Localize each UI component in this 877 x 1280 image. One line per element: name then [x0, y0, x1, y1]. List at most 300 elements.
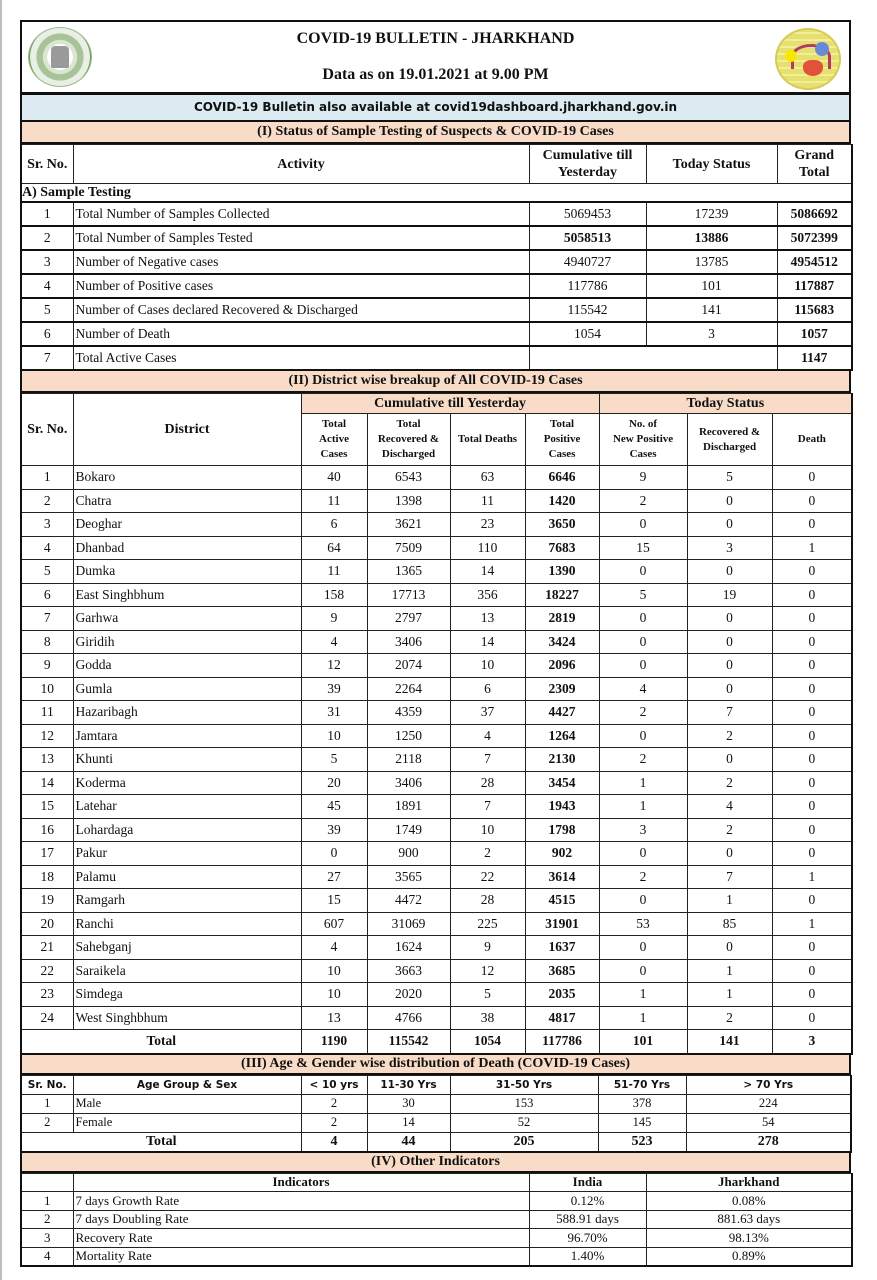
sr-no: 1: [21, 1192, 73, 1211]
total-recovered: 3565: [367, 865, 450, 889]
new-positive: 53: [599, 912, 687, 936]
total-label: Total: [21, 1132, 301, 1152]
age-group: Male: [73, 1094, 301, 1113]
today-recovered: 3: [687, 536, 772, 560]
total-deaths: 7: [450, 795, 525, 819]
total-deaths: 4: [450, 724, 525, 748]
activity: Total Number of Samples Tested: [73, 226, 529, 250]
total-recovered: 3621: [367, 513, 450, 537]
cumulative-value: 115542: [529, 298, 646, 322]
total-label: Total: [21, 1030, 301, 1054]
district-name: Dhanbad: [73, 536, 301, 560]
section1-title: (I) Status of Sample Testing of Suspects & COVID-19 Cases: [20, 122, 851, 144]
total-positive: 1943: [525, 795, 599, 819]
group-today: Today Status: [599, 394, 852, 414]
col-51-70: 51-70 Yrs: [598, 1075, 686, 1094]
age-51-70: 378: [598, 1094, 686, 1113]
district-row: [21, 865, 852, 889]
total-recovered: 1398: [367, 489, 450, 513]
new-positive: 3: [599, 818, 687, 842]
district-row: [21, 489, 852, 513]
total-deaths: 28: [450, 771, 525, 795]
today-death: 0: [772, 936, 852, 960]
total-deaths: 6: [450, 677, 525, 701]
age-51-70: 145: [598, 1113, 686, 1132]
total-active: 4: [301, 936, 367, 960]
today-value: 3: [646, 322, 777, 346]
total-recovered: 2797: [367, 607, 450, 631]
testing-row: [21, 346, 852, 370]
district-name: Giridih: [73, 630, 301, 654]
sample-testing-table: [20, 144, 853, 371]
today-recovered: 1: [687, 889, 772, 913]
total-deaths: 63: [450, 466, 525, 490]
today-death: 0: [772, 818, 852, 842]
district-name: Lohardaga: [73, 818, 301, 842]
jharkhand-value: 881.63 days: [646, 1210, 852, 1229]
cumulative-value: 5058513: [529, 226, 646, 250]
today-death: 0: [772, 701, 852, 725]
total-deaths: 356: [450, 583, 525, 607]
total-deaths: 38: [450, 1006, 525, 1030]
today-death: 0: [772, 466, 852, 490]
total-positive: 2096: [525, 654, 599, 678]
total-positive: 1390: [525, 560, 599, 584]
district-name: Chatra: [73, 489, 301, 513]
total-deaths: 11: [450, 489, 525, 513]
sr-no: 3: [21, 1229, 73, 1248]
total-recovered: 1749: [367, 818, 450, 842]
grand-total-value: 117887: [777, 274, 852, 298]
total-31-50: 205: [450, 1132, 598, 1152]
new-positive: 2: [599, 489, 687, 513]
district-row: [21, 936, 852, 960]
indicator-name: 7 days Growth Rate: [73, 1192, 529, 1211]
activity: Number of Death: [73, 322, 529, 346]
indicators-header: [21, 1173, 852, 1192]
total-active: 607: [301, 912, 367, 936]
grand-total-value: 5072399: [777, 226, 852, 250]
age-header: [21, 1075, 851, 1094]
total-active: 12: [301, 654, 367, 678]
cumulative-value: [529, 346, 777, 370]
over-70: 54: [686, 1113, 851, 1132]
total-active: 0: [301, 842, 367, 866]
jharkhand-value: 0.89%: [646, 1247, 852, 1266]
district-name: Pakur: [73, 842, 301, 866]
grand-total-value: 1057: [777, 322, 852, 346]
col-over-70: > 70 Yrs: [686, 1075, 851, 1094]
district-row: [21, 701, 852, 725]
sr-no: 12: [21, 724, 73, 748]
total-positive: 4817: [525, 1006, 599, 1030]
total-deaths: 13: [450, 607, 525, 631]
today-recovered: 7: [687, 701, 772, 725]
total-today-death: 3: [772, 1030, 852, 1054]
total-51-70: 523: [598, 1132, 686, 1152]
col-activity: Activity: [73, 145, 529, 184]
today-value: 141: [646, 298, 777, 322]
sr-no: 7: [21, 346, 73, 370]
district-row: [21, 771, 852, 795]
indicator-name: 7 days Doubling Rate: [73, 1210, 529, 1229]
grand-total-value: 5086692: [777, 202, 852, 226]
today-recovered: 1: [687, 983, 772, 1007]
sr-no: 23: [21, 983, 73, 1007]
today-recovered: 7: [687, 865, 772, 889]
total-positive: 2819: [525, 607, 599, 631]
today-death: 1: [772, 536, 852, 560]
total-positive: 1264: [525, 724, 599, 748]
sr-no: 16: [21, 818, 73, 842]
total-recovered: 2020: [367, 983, 450, 1007]
total-deaths: 37: [450, 701, 525, 725]
district-table: [20, 393, 853, 1055]
total-recovered: 4766: [367, 1006, 450, 1030]
total-active: 11: [301, 489, 367, 513]
today-recovered: 4: [687, 795, 772, 819]
col-sr-no: [21, 1173, 73, 1192]
total-recovered: 115542: [367, 1030, 450, 1054]
district-name: Saraikela: [73, 959, 301, 983]
col-india: India: [529, 1173, 646, 1192]
today-value: 13886: [646, 226, 777, 250]
sr-no: 2: [21, 1210, 73, 1229]
district-row: [21, 536, 852, 560]
total-recovered: 31069: [367, 912, 450, 936]
page-edge: [0, 0, 2, 1280]
district-row: [21, 677, 852, 701]
today-value: 101: [646, 274, 777, 298]
total-deaths: 5: [450, 983, 525, 1007]
new-positive: 1: [599, 795, 687, 819]
activity: Number of Negative cases: [73, 250, 529, 274]
grand-total-value: 4954512: [777, 250, 852, 274]
col-total-active: Total Active Cases: [301, 414, 367, 466]
new-positive: 2: [599, 865, 687, 889]
subhead-row: [21, 184, 852, 203]
new-positive: 0: [599, 724, 687, 748]
total-positive: 1637: [525, 936, 599, 960]
total-deaths: 2: [450, 842, 525, 866]
today-death: 0: [772, 1006, 852, 1030]
total-deaths: 225: [450, 912, 525, 936]
district-row: [21, 959, 852, 983]
district-name: Hazaribagh: [73, 701, 301, 725]
district-row: [21, 560, 852, 584]
col-sr-no: Sr. No.: [21, 394, 73, 466]
district-name: Bokaro: [73, 466, 301, 490]
today-recovered: 0: [687, 489, 772, 513]
today-death: 0: [772, 724, 852, 748]
sample-testing-subhead: A) Sample Testing: [21, 184, 852, 203]
testing-row: [21, 298, 852, 322]
total-recovered: 2264: [367, 677, 450, 701]
district-name: Khunti: [73, 748, 301, 772]
total-recovered: 3406: [367, 630, 450, 654]
district-name: Palamu: [73, 865, 301, 889]
total-positive: 2309: [525, 677, 599, 701]
new-positive: 15: [599, 536, 687, 560]
district-name: Garhwa: [73, 607, 301, 631]
age-11-30: 14: [367, 1113, 450, 1132]
col-total-recovered: Total Recovered & Discharged: [367, 414, 450, 466]
sr-no: 3: [21, 513, 73, 537]
sr-no: 22: [21, 959, 73, 983]
district-name: Koderma: [73, 771, 301, 795]
total-recovered: 3663: [367, 959, 450, 983]
total-deaths: 9: [450, 936, 525, 960]
sr-no: 17: [21, 842, 73, 866]
sr-no: 10: [21, 677, 73, 701]
district-name: Latehar: [73, 795, 301, 819]
today-value: 13785: [646, 250, 777, 274]
activity: Total Number of Samples Collected: [73, 202, 529, 226]
total-recovered: 900: [367, 842, 450, 866]
district-name: West Singhbhum: [73, 1006, 301, 1030]
today-recovered: 85: [687, 912, 772, 936]
today-death: 0: [772, 654, 852, 678]
total-deaths: 12: [450, 959, 525, 983]
testing-row: [21, 322, 852, 346]
sr-no: 6: [21, 583, 73, 607]
total-positive: 4427: [525, 701, 599, 725]
total-positive: 902: [525, 842, 599, 866]
today-death: 0: [772, 560, 852, 584]
sr-no: 20: [21, 912, 73, 936]
total-deaths: 110: [450, 536, 525, 560]
today-death: 0: [772, 889, 852, 913]
col-sr-no: Sr. No.: [21, 1075, 73, 1094]
col-31-50: 31-50 Yrs: [450, 1075, 598, 1094]
district-row: [21, 842, 852, 866]
sr-no: 15: [21, 795, 73, 819]
total-deaths: 14: [450, 630, 525, 654]
new-positive: 0: [599, 959, 687, 983]
new-positive: 0: [599, 889, 687, 913]
total-active: 27: [301, 865, 367, 889]
sr-no: 3: [21, 250, 73, 274]
today-death: 0: [772, 630, 852, 654]
indicator-name: Recovery Rate: [73, 1229, 529, 1248]
new-positive: 2: [599, 748, 687, 772]
today-recovered: 0: [687, 513, 772, 537]
grand-total-value: 115683: [777, 298, 852, 322]
new-positive: 0: [599, 842, 687, 866]
col-sr-no: Sr. No.: [21, 145, 73, 184]
total-positive: 2130: [525, 748, 599, 772]
testing-row: [21, 274, 852, 298]
district-row: [21, 795, 852, 819]
cumulative-value: 5069453: [529, 202, 646, 226]
district-name: Godda: [73, 654, 301, 678]
total-today-recovered: 141: [687, 1030, 772, 1054]
col-today: Today Status: [646, 145, 777, 184]
today-death: 0: [772, 583, 852, 607]
district-row: [21, 889, 852, 913]
age-total-row: [21, 1132, 851, 1152]
district-row: [21, 748, 852, 772]
india-value: 1.40%: [529, 1247, 646, 1266]
total-positive: 18227: [525, 583, 599, 607]
today-death: 0: [772, 795, 852, 819]
age-31-50: 153: [450, 1094, 598, 1113]
total-active: 31: [301, 701, 367, 725]
total-active: 158: [301, 583, 367, 607]
col-age-group: Age Group & Sex: [73, 1075, 301, 1094]
jharkhand-value: 98.13%: [646, 1229, 852, 1248]
indicator-name: Mortality Rate: [73, 1247, 529, 1266]
district-name: Jamtara: [73, 724, 301, 748]
total-positive: 117786: [525, 1030, 599, 1054]
sr-no: 14: [21, 771, 73, 795]
new-positive: 0: [599, 936, 687, 960]
today-death: 0: [772, 842, 852, 866]
age-gender-row: [21, 1094, 851, 1113]
sr-no: 5: [21, 298, 73, 322]
district-name: Gumla: [73, 677, 301, 701]
total-active: 45: [301, 795, 367, 819]
total-active: 39: [301, 818, 367, 842]
total-deaths: 23: [450, 513, 525, 537]
district-name: Deoghar: [73, 513, 301, 537]
under-10: 2: [301, 1113, 367, 1132]
district-row: [21, 818, 852, 842]
total-active: 10: [301, 983, 367, 1007]
today-recovered: 0: [687, 677, 772, 701]
new-positive: 0: [599, 654, 687, 678]
other-indicators-table: [20, 1173, 853, 1268]
col-district: District: [73, 394, 301, 466]
bulletin-header: [20, 20, 851, 95]
today-recovered: 2: [687, 724, 772, 748]
total-active: 9: [301, 607, 367, 631]
col-total-deaths: Total Deaths: [450, 414, 525, 466]
total-active: 5: [301, 748, 367, 772]
new-positive: 4: [599, 677, 687, 701]
grand-total-value: 1147: [777, 346, 852, 370]
district-row: [21, 983, 852, 1007]
sr-no: 2: [21, 1113, 73, 1132]
india-value: 588.91 days: [529, 1210, 646, 1229]
sr-no: 2: [21, 226, 73, 250]
age-gender-row: [21, 1113, 851, 1132]
total-positive: 2035: [525, 983, 599, 1007]
sr-no: 18: [21, 865, 73, 889]
col-cumulative: Cumulative till Yesterday: [529, 145, 646, 184]
testing-row: [21, 250, 852, 274]
age-11-30: 30: [367, 1094, 450, 1113]
district-header-group: [21, 394, 852, 414]
total-active: 13: [301, 1006, 367, 1030]
over-70: 224: [686, 1094, 851, 1113]
age-gender-table: [20, 1075, 852, 1153]
today-death: 1: [772, 912, 852, 936]
district-row: [21, 607, 852, 631]
new-positive: 0: [599, 607, 687, 631]
total-positive: 3650: [525, 513, 599, 537]
today-death: 0: [772, 489, 852, 513]
col-11-30: 11-30 Yrs: [367, 1075, 450, 1094]
today-recovered: 5: [687, 466, 772, 490]
district-row: [21, 724, 852, 748]
total-active: 4: [301, 630, 367, 654]
total-deaths: 28: [450, 889, 525, 913]
new-positive: 9: [599, 466, 687, 490]
total-active: 15: [301, 889, 367, 913]
sr-no: 24: [21, 1006, 73, 1030]
total-recovered: 1891: [367, 795, 450, 819]
total-deaths: 10: [450, 818, 525, 842]
today-recovered: 19: [687, 583, 772, 607]
total-recovered: 2118: [367, 748, 450, 772]
sr-no: 21: [21, 936, 73, 960]
col-new-positive: No. of New Positive Cases: [599, 414, 687, 466]
district-total-row: [21, 1030, 852, 1054]
district-row: [21, 654, 852, 678]
new-positive: 2: [599, 701, 687, 725]
today-death: 0: [772, 748, 852, 772]
total-active: 64: [301, 536, 367, 560]
total-deaths: 10: [450, 654, 525, 678]
sr-no: 1: [21, 1094, 73, 1113]
district-name: Dumka: [73, 560, 301, 584]
sr-no: 4: [21, 274, 73, 298]
table-header: [21, 145, 852, 184]
col-jharkhand: Jharkhand: [646, 1173, 852, 1192]
total-new-positive: 101: [599, 1030, 687, 1054]
today-recovered: 0: [687, 560, 772, 584]
today-recovered: 0: [687, 630, 772, 654]
district-name: Simdega: [73, 983, 301, 1007]
today-value: 17239: [646, 202, 777, 226]
bulletin-title: COVID-19 BULLETIN - JHARKHAND: [296, 30, 575, 47]
total-recovered: 1365: [367, 560, 450, 584]
total-active: 40: [301, 466, 367, 490]
total-recovered: 3406: [367, 771, 450, 795]
india-value: 0.12%: [529, 1192, 646, 1211]
total-positive: 6646: [525, 466, 599, 490]
sr-no: 8: [21, 630, 73, 654]
district-name: Sahebganj: [73, 936, 301, 960]
section3-title: (III) Age & Gender wise distribution of Death (COVID-19 Cases): [20, 1055, 851, 1075]
under-10: 2: [301, 1094, 367, 1113]
sr-no: 5: [21, 560, 73, 584]
today-recovered: 0: [687, 936, 772, 960]
india-value: 96.70%: [529, 1229, 646, 1248]
sr-no: 11: [21, 701, 73, 725]
total-11-30: 44: [367, 1132, 450, 1152]
cumulative-value: 117786: [529, 274, 646, 298]
cumulative-value: 1054: [529, 322, 646, 346]
district-row: [21, 583, 852, 607]
activity: Number of Positive cases: [73, 274, 529, 298]
district-row: [21, 513, 852, 537]
total-recovered: 4359: [367, 701, 450, 725]
today-death: 0: [772, 983, 852, 1007]
sr-no: 1: [21, 466, 73, 490]
sr-no: 6: [21, 322, 73, 346]
today-recovered: 0: [687, 748, 772, 772]
new-positive: 0: [599, 560, 687, 584]
today-death: 0: [772, 771, 852, 795]
activity: Number of Cases declared Recovered & Discharged: [73, 298, 529, 322]
sr-no: 19: [21, 889, 73, 913]
new-positive: 1: [599, 983, 687, 1007]
age-31-50: 52: [450, 1113, 598, 1132]
today-recovered: 0: [687, 607, 772, 631]
dashboard-link-banner[interactable]: COVID-19 Bulletin also available at covid19dashboard.jharkhand.gov.in: [20, 95, 851, 122]
